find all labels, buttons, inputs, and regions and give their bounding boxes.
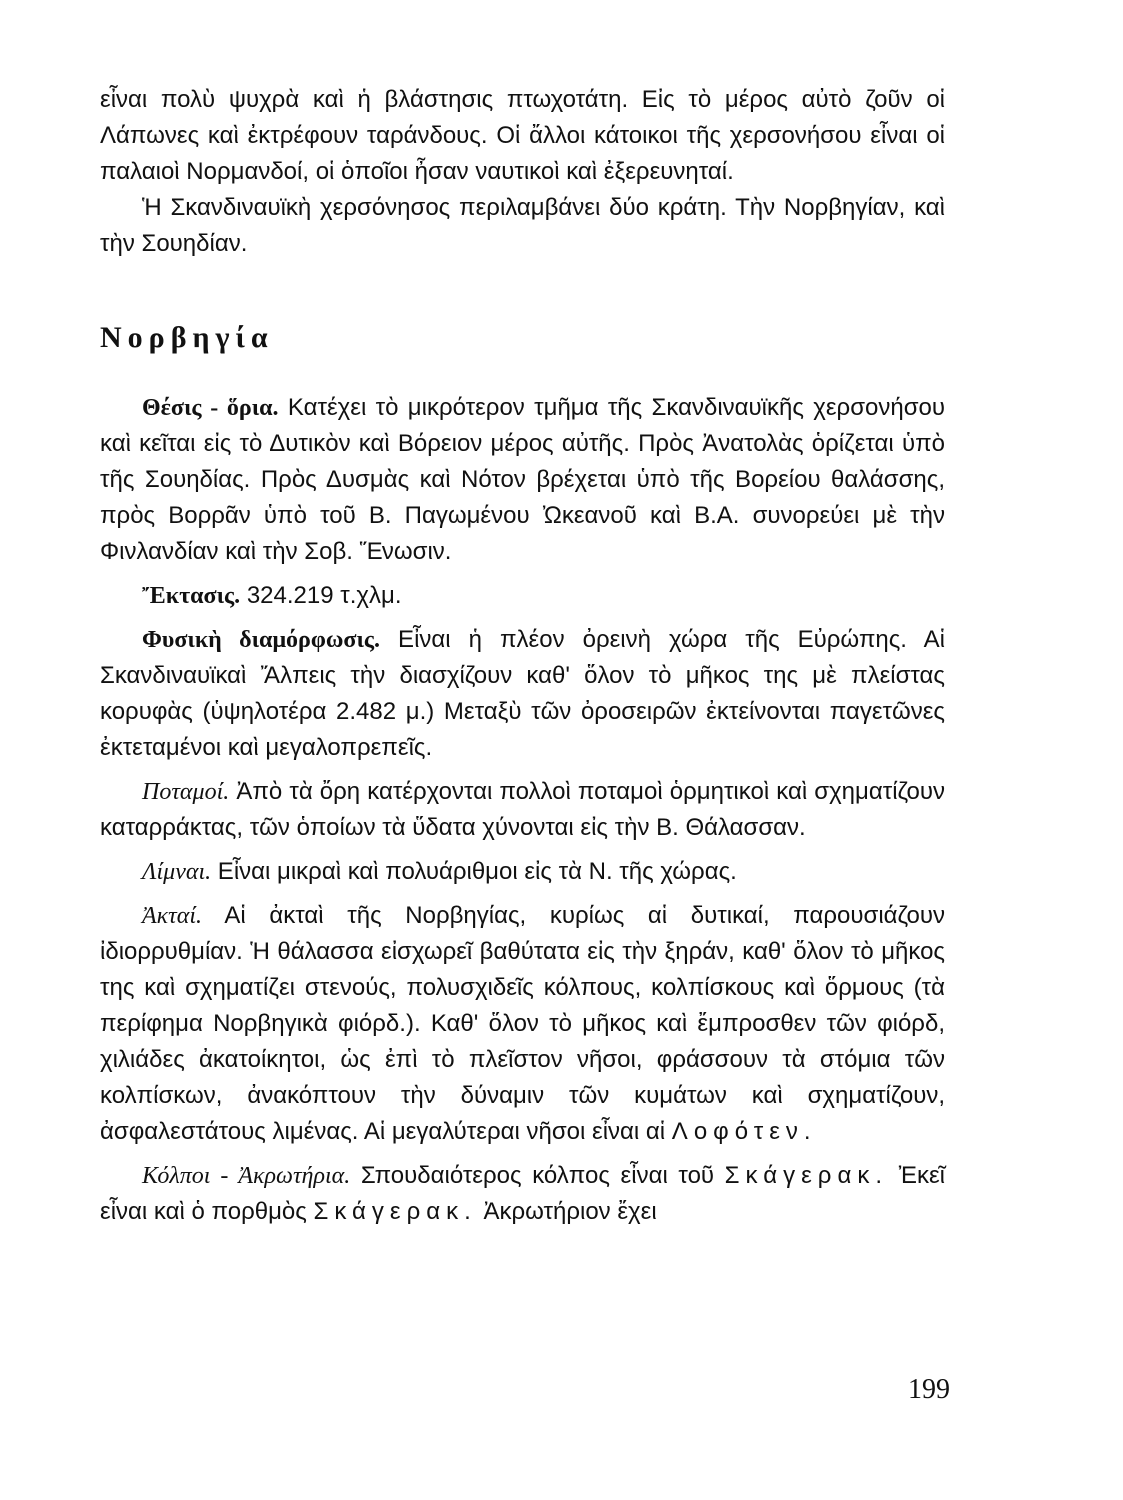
physiki-text: Εἶναι ἡ πλέον ὀρεινὴ χώρα τῆς Εὐρώπης. Αἱ Σκανδιναυϊκαὶ Ἄλπεις τὴν διασχίζουν καθ' ὅλον τὸ μῆκος της μὲ πλείστας κορυφὰς (ὑψηλοτέρα 2.482 μ.) Μεταξὺ τῶν ὀροσειρῶν ἐκτείνονται παγετῶνες ἐκτεταμένοι καὶ μεγαλοπρεπεῖς. <box>100 626 946 761</box>
paragraph-ektasis <box>100 578 945 614</box>
kolpoi-text-a: Σπουδαιότερος κόλπος εἶναι τοῦ <box>350 1162 725 1189</box>
ektasis-label: Ἔκτασις. <box>142 583 241 609</box>
page-body <box>100 82 945 1230</box>
ektasis-text: 324.219 τ.χλμ. <box>240 582 402 609</box>
kolpoi-label: Κόλποι - Ἀκρωτήρια. <box>142 1163 351 1189</box>
thesis-text: Κατέχει τὸ μικρότερον τμῆμα τῆς Σκανδιναυϊκῆς χερσονήσου καὶ κεῖται εἰς τὸ Δυτικὸν καὶ Βόρειον μέρος αὐτῆς. Πρὸς Ἀνατολὰς ὁρίζεται ὑπὸ τῆς Σουηδίας. Πρὸς Δυσμὰς καὶ Νότον βρέχεται ὑπὸ τῆς Βορείου θαλάσσης, πρὸς Βορρᾶν ὑπὸ τοῦ Β. Παγωμένου Ὠκεανοῦ καὶ Β.Α. συνορεύει μὲ τὴν Φινλανδίαν καὶ τὴν Σοβ. Ἕνωσιν. <box>100 394 945 565</box>
section-title: Νορβηγία <box>100 321 274 354</box>
limnai-label: Λίμναι. <box>142 859 212 885</box>
potamoi-text: Ἀπὸ τὰ ὄρη κατέρχονται πολλοὶ ποταμοὶ ὁρμητικοὶ καὶ σχηματίζουν καταρράκτας, τῶν ὁποίων τὰ ὕδατα χύνονται εἰς τὴν Β. Θάλασσαν. <box>100 778 945 841</box>
thesis-label: Θέσις - ὅρια. <box>142 395 279 421</box>
limnai-text: Εἶναι μικραὶ καὶ πολυάριθμοι εἰς τὰ Ν. τῆς χώρας. <box>211 858 737 885</box>
kolpoi-spaced-a: Σκάγερακ. <box>724 1162 888 1189</box>
kolpoi-spaced-b: Σκάγερακ. <box>313 1198 477 1225</box>
potamoi-label: Ποταμοί. <box>142 779 230 805</box>
physiki-label: Φυσικὴ διαμόρφωσις. <box>142 627 381 653</box>
paragraph-physiki <box>100 622 945 766</box>
paragraph-aktai <box>100 898 945 1150</box>
paragraph-thesis <box>100 390 945 570</box>
paragraph-limnai <box>100 854 945 890</box>
kolpoi-text-c: Ἀκρωτήριον ἔχει <box>476 1198 657 1225</box>
aktai-islands: Λοφότεν. <box>671 1118 817 1145</box>
aktai-text: Αἱ ἀκταὶ τῆς Νορβηγίας, κυρίως αἱ δυτικαί, παρουσιάζουν ἰδιορρυθμίαν. Ἡ θάλασσα εἰσχωρεῖ βαθύτατα εἰς τὴν ξηράν, καθ' ὅλον τὸ μῆκος της καὶ σχηματίζει στενούς, πολυσχιδεῖς κόλπους, κολπίσκους καὶ ὅρμους (τὰ περίφημα Νορβηγικὰ φιόρδ.). Καθ' ὅλον τὸ μῆκος καὶ ἔμπροσθεν τῶν φιόρδ, χιλιάδες ἀκατοίκητοι, ὡς ἐπὶ τὸ πλεῖστον νῆσοι, φράσσουν τὰ στόμια τῶν κολπίσκων, ἀνακόπτουν τὴν δύναμιν τῶν κυμάτων καὶ σχηματίζουν, ἀσφαλεστάτους λιμένας. Αἱ μεγαλύτεραι νῆσοι εἶναι αἱ <box>100 902 945 1145</box>
kolpoi-text-b: Ἐκεῖ εἶναι καὶ ὁ πορθμὸς <box>100 1162 945 1225</box>
paragraph-intro: εἶναι πολὺ ψυχρὰ καὶ ἡ βλάστησις πτωχοτάτη. Εἰς τὸ μέρος αὐτὸ ζοῦν οἱ Λάπωνες καὶ ἐκτρέφουν ταράνδους. Οἱ ἄλλοι κάτοικοι τῆς χερσονήσου εἶναι οἱ παλαιοὶ Νορμανδοί, οἱ ὁποῖοι ἦσαν ναυτικοὶ καὶ ἐξερευνηταί. <box>100 86 945 185</box>
paragraph-states: Ἡ Σκανδιναυϊκὴ χερσόνησος περιλαμβάνει δύο κράτη. Τὴν Νορβηγίαν, καὶ τὴν Σουηδίαν. <box>100 194 945 257</box>
page-number: 199 <box>908 1374 950 1405</box>
paragraph-kolpoi <box>100 1158 945 1230</box>
paragraph-potamoi <box>100 774 945 846</box>
aktai-label: Ἀκταί. <box>142 903 203 929</box>
